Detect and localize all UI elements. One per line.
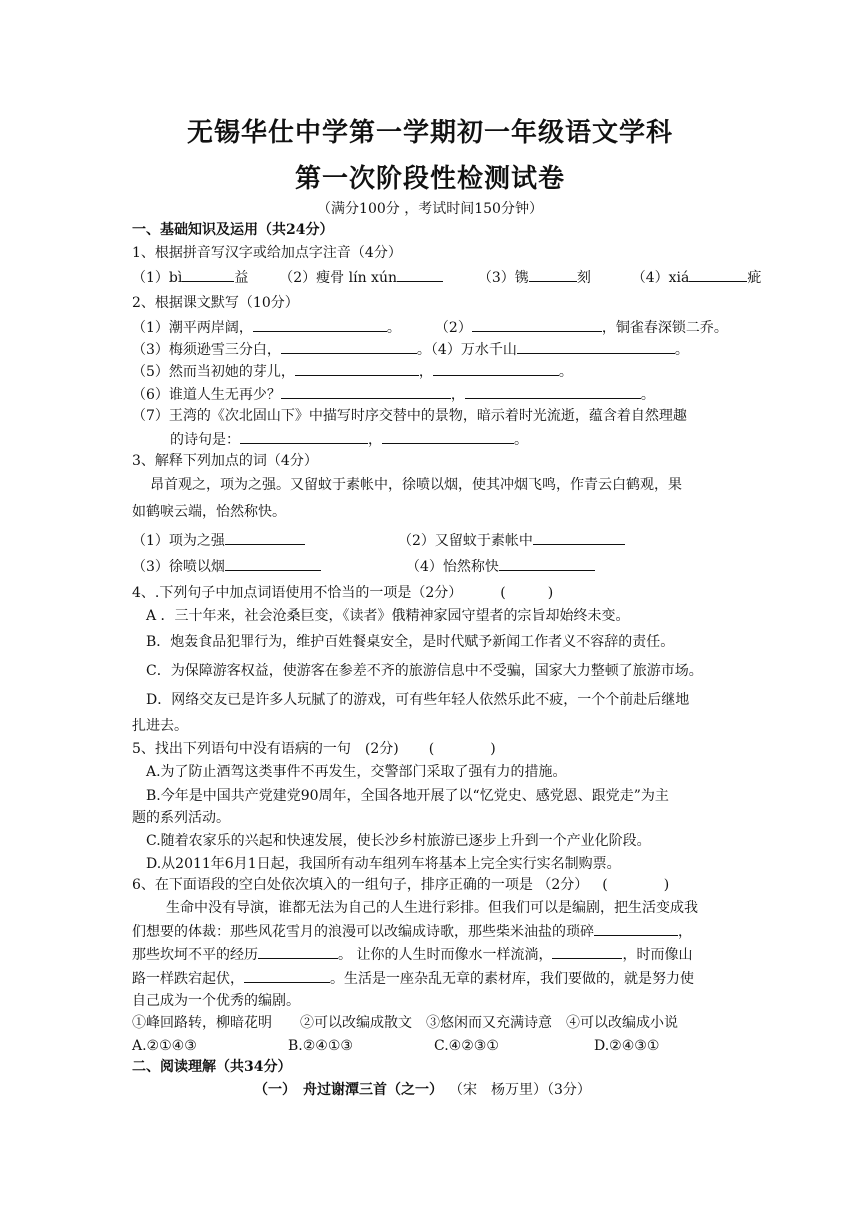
q2-line1 bbox=[132, 318, 728, 337]
q2-line5b bbox=[170, 430, 528, 449]
q3-passage-line1: 昂首观之，项为之强。又留蚊于素帐中，徐喷以烟，使其冲烟飞鸣，作青云白鹤观，果 bbox=[150, 477, 682, 493]
q2-l2-blank2[interactable] bbox=[517, 340, 675, 354]
q6-p4-tail: 。生活是一座杂乱无章的素材库，我们要做的，就是努力使 bbox=[330, 971, 694, 987]
q4-option-a: A ．三十年来，社会沧桑巨变，《读者》俄精神家园守望者的宗旨却始终未变。 bbox=[146, 608, 630, 624]
q6-blank2[interactable] bbox=[258, 945, 338, 959]
q6-passage-line1: 生命中没有导演，谁都无法为自己的人生进行彩排。但我们可以是编剧，把生活变成我 bbox=[166, 900, 698, 916]
exam-title-line1: 无锡华仕中学第一学期初一年级语文学科 bbox=[186, 118, 673, 148]
q2-l4-period: 。 bbox=[640, 387, 655, 403]
q6-p2-comma: ， bbox=[678, 924, 692, 940]
q1-item3-label: （3）镌 bbox=[477, 270, 529, 286]
q2-l1-blank1[interactable] bbox=[253, 318, 387, 332]
q5-option-a: A.为了防止酒驾这类事件不再发生，交警部门采取了强有力的措施。 bbox=[146, 764, 567, 780]
q3-item3: （3）徐喷以烟 bbox=[132, 559, 225, 575]
q2-l3-blank1[interactable] bbox=[295, 362, 419, 376]
q4-option-d-line2: 扎进去。 bbox=[132, 718, 188, 734]
q6-numbered-options: ①峰回路转，柳暗花明 ②可以改编成散文 ③悠闲而又充满诗意 ④可以改编成小说 bbox=[132, 1015, 678, 1031]
exam-subtitle: （满分100分 ，考试时间150分钟） bbox=[317, 201, 543, 217]
q6-choice-b: B.②④①③ bbox=[288, 1038, 353, 1054]
q3-item2-blank[interactable] bbox=[533, 531, 625, 545]
q6-p3-text: 那些坎坷不平的经历 bbox=[132, 947, 258, 963]
q2-l5-label: 的诗句是： bbox=[170, 432, 240, 448]
q4-option-c: C．为保障游客权益，使游客在参差不齐的旅游信息中不受骗，国家大力整顿了旅游市场。 bbox=[146, 663, 703, 679]
q5-option-d: D.从2011年6月1日起，我国所有动车组列车将基本上完全实行实名制购票。 bbox=[146, 856, 621, 872]
q6-stem-row bbox=[132, 876, 669, 894]
q6-p3-tail: ，时而像山 bbox=[622, 947, 693, 963]
q6-stem: 6、在下面语段的空白处依次填入的一组句子，排序正确的一项是 （2分） bbox=[132, 877, 589, 893]
q2-l5-blank2[interactable] bbox=[382, 430, 514, 444]
q2-l3-period: 。 bbox=[558, 364, 573, 380]
q2-l1-period: 。 bbox=[386, 320, 401, 336]
q6-choice-a: A.②①④③ bbox=[132, 1038, 197, 1054]
q1-items bbox=[132, 268, 762, 287]
q5-answer-paren[interactable]: ( ) bbox=[428, 741, 496, 757]
q1-item4-blank[interactable] bbox=[689, 268, 747, 282]
q1-item2-blank[interactable] bbox=[397, 268, 443, 282]
q3-row1 bbox=[132, 531, 305, 550]
section1-heading: 一、基础知识及运用（共24分） bbox=[132, 222, 334, 238]
q2-l1-text: （1）潮平两岸阔， bbox=[132, 320, 253, 336]
q5-option-b-line2: 题的系列活动。 bbox=[132, 810, 230, 826]
q2-l3-text: （5）然而当初她的芽儿， bbox=[132, 364, 295, 380]
q6-passage-line3 bbox=[132, 945, 692, 964]
q5-stem-row bbox=[132, 740, 496, 758]
q3-row2b bbox=[406, 557, 595, 576]
q5-option-b-line1: B.今年是中国共产党建党90周年，全国各地开展了以“忆党史、感党恩、跟党走”为主 bbox=[146, 788, 669, 804]
q2-l2-mid: 。（4）万水千山 bbox=[416, 342, 517, 358]
q4-answer-paren[interactable]: ( ) bbox=[500, 585, 554, 601]
q4-stem: 4、.下列句子中加点词语使用不恰当的一项是（2分） bbox=[132, 585, 463, 601]
q2-line5a: （7）王湾的《次北固山下》中描写时序交替中的景物，暗示着时光流逝，蕴含着自然理趣 bbox=[132, 408, 687, 424]
q6-answer-paren[interactable]: ( ) bbox=[602, 877, 670, 893]
q2-l3-blank2[interactable] bbox=[433, 362, 559, 376]
q3-item4: （4）怡然称快 bbox=[406, 559, 499, 575]
q3-stem: 3、解释下列加点的词（4分） bbox=[132, 453, 318, 469]
q6-passage-line4 bbox=[132, 969, 694, 988]
q3-item2: （2）又留蚊于素帐中 bbox=[398, 533, 533, 549]
q6-passage-line2 bbox=[132, 922, 692, 941]
q2-l1-blank2[interactable] bbox=[472, 318, 602, 332]
q3-row2 bbox=[132, 557, 321, 576]
q2-l4-blank1[interactable] bbox=[281, 385, 451, 399]
q2-l2-period: 。 bbox=[674, 342, 689, 358]
q3-row1b bbox=[398, 531, 625, 550]
q5-stem: 5、找出下列语句中没有语病的一句 (2分) bbox=[132, 741, 399, 757]
q2-line2 bbox=[132, 340, 689, 359]
q5-option-c: C.随着农家乐的兴起和快速发展，使长沙乡村旅游已逐步上升到一个产业化阶段。 bbox=[146, 833, 651, 849]
q1-item3-blank[interactable] bbox=[529, 268, 577, 282]
q2-l4-comma: ， bbox=[450, 387, 465, 403]
q6-p3-mid: 。 让你的人生时而像水一样流淌， bbox=[338, 947, 553, 963]
section2-heading: 二、阅读理解（共34分） bbox=[132, 1059, 292, 1075]
q2-l5-comma: ， bbox=[368, 432, 382, 448]
section2-sub1-author: （宋 杨万里）（3分） bbox=[449, 1082, 591, 1098]
q2-l4-blank2[interactable] bbox=[465, 385, 641, 399]
q6-p4-text: 路一样跌宕起伏， bbox=[132, 971, 244, 987]
section2-sub1 bbox=[254, 1081, 591, 1099]
q1-item2-label: （2）瘦骨 lín xún bbox=[279, 270, 397, 286]
q6-blank3[interactable] bbox=[552, 945, 622, 959]
q3-item1-blank[interactable] bbox=[225, 531, 305, 545]
q1-item1-blank[interactable] bbox=[182, 268, 234, 282]
q6-blank1[interactable] bbox=[594, 922, 678, 936]
q3-passage-line2: 如鹤唳云端，怡然称快。 bbox=[132, 504, 286, 520]
q4-option-d-line1: D．网络交友已是许多人玩腻了的游戏，可有些年轻人依然乐此不疲，一个个前赴后继地 bbox=[146, 692, 690, 708]
q6-p2-text: 们想要的体裁：那些风花雪月的浪漫可以改编成诗歌，那些柴米油盐的琐碎 bbox=[132, 924, 594, 940]
q2-line4 bbox=[132, 385, 655, 404]
q2-l5-period: 。 bbox=[514, 432, 528, 448]
q2-line3 bbox=[132, 362, 573, 381]
q6-passage-line5: 自己成为一个优秀的编剧。 bbox=[132, 993, 300, 1009]
q3-item3-blank[interactable] bbox=[225, 557, 321, 571]
q6-choice-d: D.②④③① bbox=[594, 1038, 660, 1054]
q1-item1-suffix: 益 bbox=[234, 270, 249, 286]
section2-sub1-title: （一） 舟过谢潭三首（之一） bbox=[254, 1082, 443, 1098]
q1-stem: 1、根据拼音写汉字或给加点字注音（4分） bbox=[132, 245, 402, 261]
q2-l2-text: （3）梅须逊雪三分白， bbox=[132, 342, 281, 358]
q6-blank4[interactable] bbox=[244, 969, 330, 983]
q2-l1-tail: ，铜雀春深锁二乔。 bbox=[601, 320, 728, 336]
q1-item4-suffix: 疵 bbox=[747, 270, 762, 286]
q3-item4-blank[interactable] bbox=[499, 557, 595, 571]
q2-l5-blank1[interactable] bbox=[240, 430, 368, 444]
q2-l3-comma: ， bbox=[418, 364, 433, 380]
exam-title-line2: 第一次阶段性检测试卷 bbox=[294, 164, 565, 194]
q2-stem: 2、根据课文默写（10分） bbox=[132, 295, 299, 311]
q6-choice-c: C.④②③① bbox=[434, 1038, 499, 1054]
q1-item4-label: （4）xiá bbox=[631, 270, 690, 286]
q4-stem-row bbox=[132, 584, 553, 602]
q2-l4-text: （6）谁道人生无再少？ bbox=[132, 387, 281, 403]
q4-option-b: B．炮轰食品犯罪行为，维护百姓餐桌安全，是时代赋予新闻工作者义不容辞的责任。 bbox=[146, 634, 675, 650]
q3-item1: （1）项为之强 bbox=[132, 533, 225, 549]
q2-l1-num2: （2） bbox=[434, 320, 472, 336]
q2-l2-blank1[interactable] bbox=[281, 340, 417, 354]
q1-item3-suffix: 刻 bbox=[576, 270, 591, 286]
q1-item1-label: （1）bì bbox=[132, 270, 183, 286]
